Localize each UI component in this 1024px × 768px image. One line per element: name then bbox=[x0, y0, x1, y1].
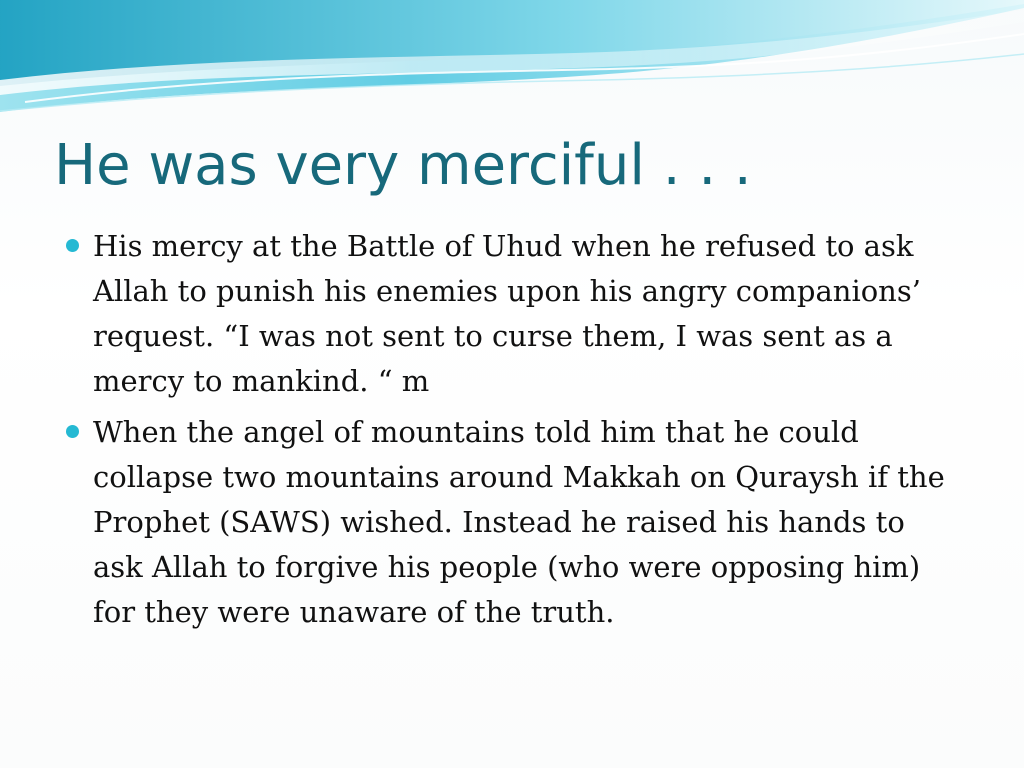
bullet-list bbox=[62, 224, 962, 641]
decorative-wave-banner bbox=[0, 0, 1024, 130]
bullet-item-mountains bbox=[62, 410, 962, 635]
bullet-item-uhud bbox=[62, 224, 962, 404]
bullet-text-mountains: When the angel of mountains told him that he could collapse two mountains around Makkah on Quraysh if the Prophet (SAWS) wished. Instead he raised his hands to ask Allah to forgive his people (who were opposing him) for they were unaware of the truth. bbox=[93, 415, 945, 629]
bullet-dot-icon bbox=[66, 239, 79, 252]
bullet-text-uhud: His mercy at the Battle of Uhud when he refused to ask Allah to punish his enemies upon his angry companions’ request. “I was not sent to curse them, I was sent as a mercy to mankind. “ m bbox=[93, 229, 921, 398]
slide-title: He was very merciful . . . bbox=[54, 133, 752, 198]
bullet-dot-icon bbox=[66, 425, 79, 438]
